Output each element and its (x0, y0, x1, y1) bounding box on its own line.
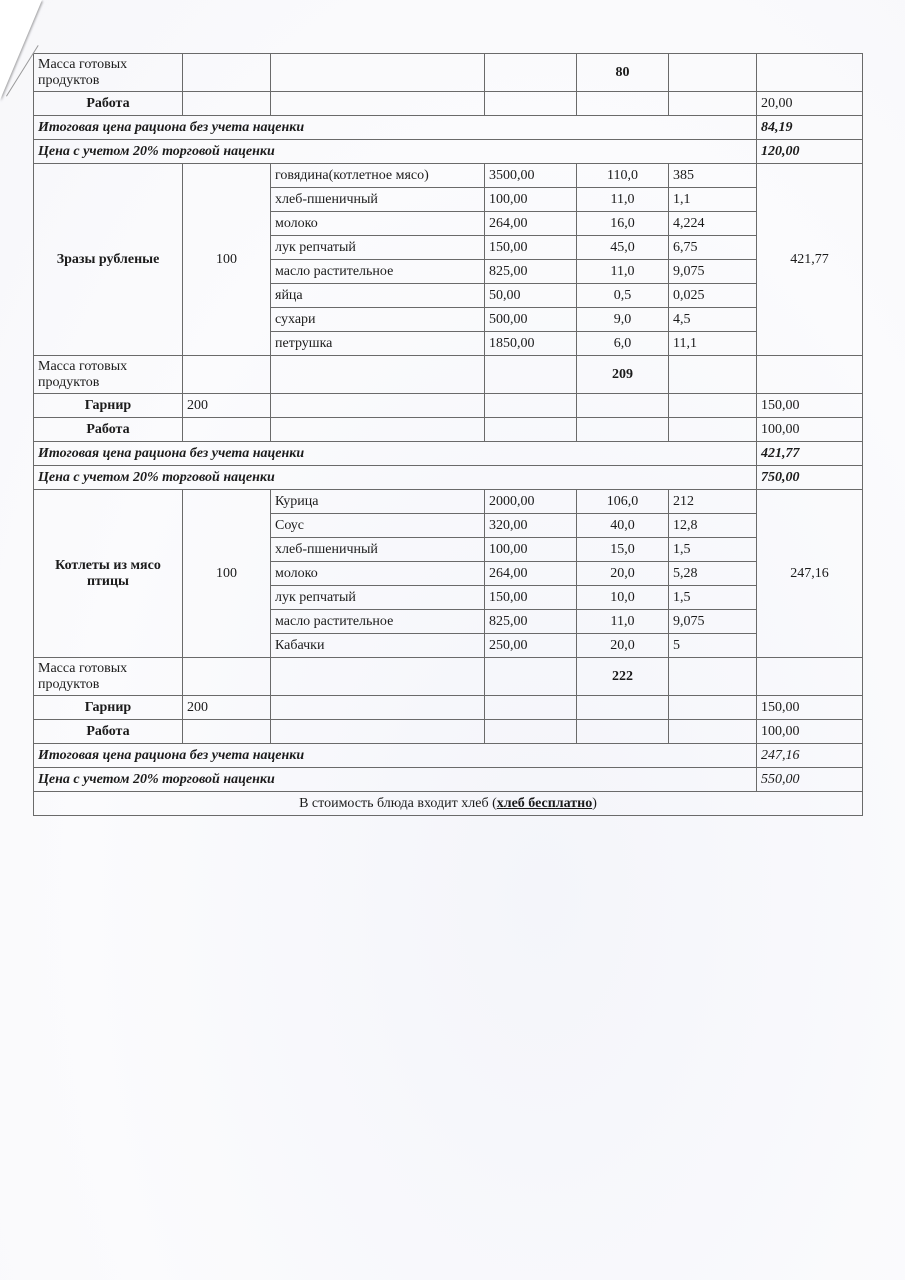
ingredient-name: лук репчатый (271, 236, 485, 260)
ingredient-price: 320,00 (485, 514, 577, 538)
ingredient-price: 264,00 (485, 562, 577, 586)
dish-portion: 100 (183, 490, 271, 658)
markup-value: 550,00 (757, 768, 863, 792)
table-row (34, 792, 863, 816)
ingredient-price: 500,00 (485, 308, 577, 332)
ingredient-cost: 11,1 (669, 332, 757, 356)
ingredient-name: петрушка (271, 332, 485, 356)
mass-value: 80 (577, 54, 669, 92)
mass-value: 222 (577, 658, 669, 696)
ingredient-cost: 5 (669, 634, 757, 658)
dish-cost: 421,77 (757, 164, 863, 356)
ingredient-amount: 10,0 (577, 586, 669, 610)
table-row (34, 442, 863, 466)
ingredient-name: масло растительное (271, 260, 485, 284)
bread-note-suffix: ) (592, 795, 597, 811)
dish-block-zrazy (34, 164, 863, 490)
dish-cost: 247,16 (757, 490, 863, 658)
table-row (34, 116, 863, 140)
bread-note (34, 792, 863, 816)
dish-block-kotlety (34, 490, 863, 792)
garnish-label: Гарнир (34, 394, 183, 418)
ingredient-price: 150,00 (485, 586, 577, 610)
mass-label: Масса готовых продуктов (34, 356, 183, 394)
ingredient-name: хлеб-пшеничный (271, 188, 485, 212)
ingredient-name: Курица (271, 490, 485, 514)
ingredient-price: 1850,00 (485, 332, 577, 356)
work-label: Работа (34, 92, 183, 116)
total-value: 421,77 (757, 442, 863, 466)
garnish-price: 150,00 (757, 394, 863, 418)
markup-label: Цена с учетом 20% торговой наценки (34, 768, 757, 792)
work-price: 100,00 (757, 418, 863, 442)
mass-label: Масса готовых продуктов (34, 54, 183, 92)
dish-portion: 100 (183, 164, 271, 356)
table-row (34, 696, 863, 720)
ingredient-price: 50,00 (485, 284, 577, 308)
ingredient-cost: 0,025 (669, 284, 757, 308)
ingredient-cost: 212 (669, 490, 757, 514)
garnish-portion: 200 (183, 696, 271, 720)
table-row (34, 54, 863, 92)
ingredient-name: лук репчатый (271, 586, 485, 610)
table-row (34, 394, 863, 418)
dish-name: Зразы рубленые (34, 164, 183, 356)
ingredient-name: Соус (271, 514, 485, 538)
ingredient-amount: 11,0 (577, 188, 669, 212)
price-table (33, 53, 863, 816)
table-row (34, 466, 863, 490)
ingredient-amount: 11,0 (577, 260, 669, 284)
markup-label: Цена с учетом 20% торговой наценки (34, 140, 757, 164)
total-label: Итоговая цена рациона без учета наценки (34, 116, 757, 140)
ingredient-cost: 1,1 (669, 188, 757, 212)
total-label: Итоговая цена рациона без учета наценки (34, 442, 757, 466)
ingredient-cost: 5,28 (669, 562, 757, 586)
work-label: Работа (34, 418, 183, 442)
ingredient-name: говядина(котлетное мясо) (271, 164, 485, 188)
ingredient-amount: 110,0 (577, 164, 669, 188)
work-label: Работа (34, 720, 183, 744)
table-row (34, 658, 863, 696)
table-row (34, 720, 863, 744)
markup-label: Цена с учетом 20% торговой наценки (34, 466, 757, 490)
work-price: 20,00 (757, 92, 863, 116)
ingredient-amount: 0,5 (577, 284, 669, 308)
ingredient-cost: 12,8 (669, 514, 757, 538)
markup-value: 750,00 (757, 466, 863, 490)
ingredient-cost: 4,224 (669, 212, 757, 236)
ingredient-name: сухари (271, 308, 485, 332)
table-row (34, 768, 863, 792)
dish-name: Котлеты из мясо птицы (34, 490, 183, 658)
ingredient-name: яйца (271, 284, 485, 308)
ingredient-name: хлеб-пшеничный (271, 538, 485, 562)
total-label: Итоговая цена рациона без учета наценки (34, 744, 757, 768)
garnish-price: 150,00 (757, 696, 863, 720)
table-row (34, 92, 863, 116)
ingredient-name: масло растительное (271, 610, 485, 634)
ingredient-cost: 9,075 (669, 610, 757, 634)
ingredient-name: Кабачки (271, 634, 485, 658)
ingredient-price: 825,00 (485, 610, 577, 634)
ingredient-amount: 20,0 (577, 562, 669, 586)
mass-label: Масса готовых продуктов (34, 658, 183, 696)
ingredient-amount: 9,0 (577, 308, 669, 332)
ingredient-amount: 106,0 (577, 490, 669, 514)
table-row (34, 140, 863, 164)
total-value: 247,16 (757, 744, 863, 768)
mass-value: 209 (577, 356, 669, 394)
bread-free-label: хлеб бесплатно (496, 795, 593, 811)
ingredient-name: молоко (271, 562, 485, 586)
table-row (34, 164, 863, 188)
garnish-portion: 200 (183, 394, 271, 418)
table-row (34, 418, 863, 442)
ingredient-cost: 6,75 (669, 236, 757, 260)
work-price: 100,00 (757, 720, 863, 744)
ingredient-cost: 1,5 (669, 586, 757, 610)
ingredient-cost: 4,5 (669, 308, 757, 332)
ingredient-price: 100,00 (485, 538, 577, 562)
ingredient-cost: 1,5 (669, 538, 757, 562)
table-row (34, 744, 863, 768)
ingredient-name: молоко (271, 212, 485, 236)
total-value: 84,19 (757, 116, 863, 140)
ingredient-price: 264,00 (485, 212, 577, 236)
ingredient-cost: 9,075 (669, 260, 757, 284)
ingredient-amount: 20,0 (577, 634, 669, 658)
ingredient-amount: 16,0 (577, 212, 669, 236)
markup-value: 120,00 (757, 140, 863, 164)
bread-note-prefix: В стоимость блюда входит хлеб ( (299, 795, 497, 811)
ingredient-price: 100,00 (485, 188, 577, 212)
table-row (34, 356, 863, 394)
garnish-label: Гарнир (34, 696, 183, 720)
ingredient-price: 3500,00 (485, 164, 577, 188)
ingredient-price: 2000,00 (485, 490, 577, 514)
ingredient-price: 825,00 (485, 260, 577, 284)
ingredient-amount: 45,0 (577, 236, 669, 260)
ingredient-amount: 40,0 (577, 514, 669, 538)
ingredient-cost: 385 (669, 164, 757, 188)
ingredient-amount: 11,0 (577, 610, 669, 634)
ingredient-price: 150,00 (485, 236, 577, 260)
ingredient-price: 250,00 (485, 634, 577, 658)
ingredient-amount: 6,0 (577, 332, 669, 356)
table-row (34, 490, 863, 514)
ingredient-amount: 15,0 (577, 538, 669, 562)
